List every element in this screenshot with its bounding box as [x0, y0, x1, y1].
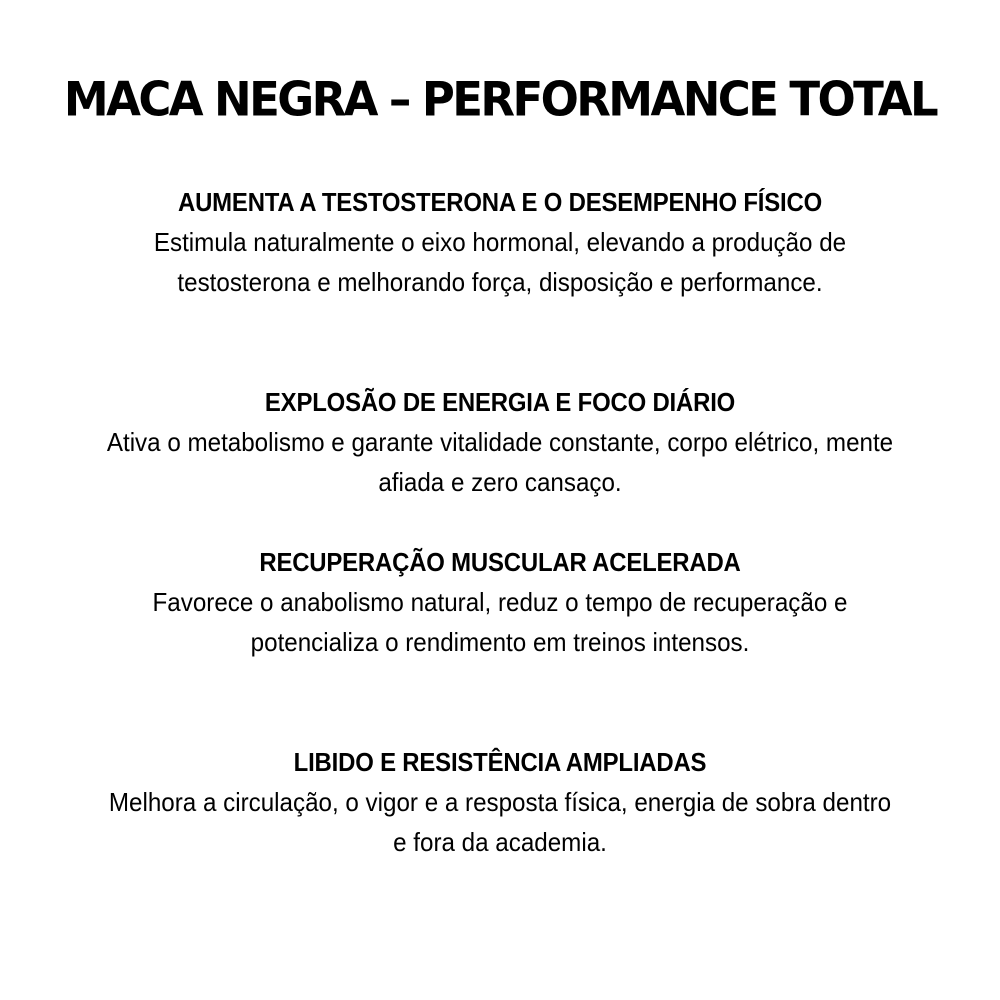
section-heading: EXPLOSÃO DE ENERGIA E FOCO DIÁRIO	[264, 387, 736, 417]
section-body: Favorece o anabolismo natural, reduz o tempo de recuperação e potencializa o rendimento em treinos intensos.	[152, 587, 848, 657]
section-body: Melhora a circulação, o vigor e a resposta física, energia de sobra dentro e fora da academia.	[108, 787, 892, 857]
page-title: MACA NEGRA – PERFORMANCE TOTAL	[63, 71, 937, 128]
benefit-section-testosterone	[0, 182, 1000, 302]
benefit-section-energy	[0, 382, 1000, 502]
section-heading: AUMENTA A TESTOSTERONA E O DESEMPENHO FÍSICO	[178, 187, 822, 217]
section-body: Ativa o metabolismo e garante vitalidade constante, corpo elétrico, mente afiada e zero cansaço.	[106, 427, 894, 497]
section-heading: LIBIDO E RESISTÊNCIA AMPLIADAS	[293, 747, 707, 777]
benefit-section-recovery	[0, 542, 1000, 662]
section-body: Estimula naturalmente o eixo hormonal, elevando a produção de testosterona e melhorando força, disposição e performance.	[153, 227, 847, 297]
benefit-section-libido	[0, 742, 1000, 862]
section-heading: RECUPERAÇÃO MUSCULAR ACELERADA	[259, 547, 741, 577]
